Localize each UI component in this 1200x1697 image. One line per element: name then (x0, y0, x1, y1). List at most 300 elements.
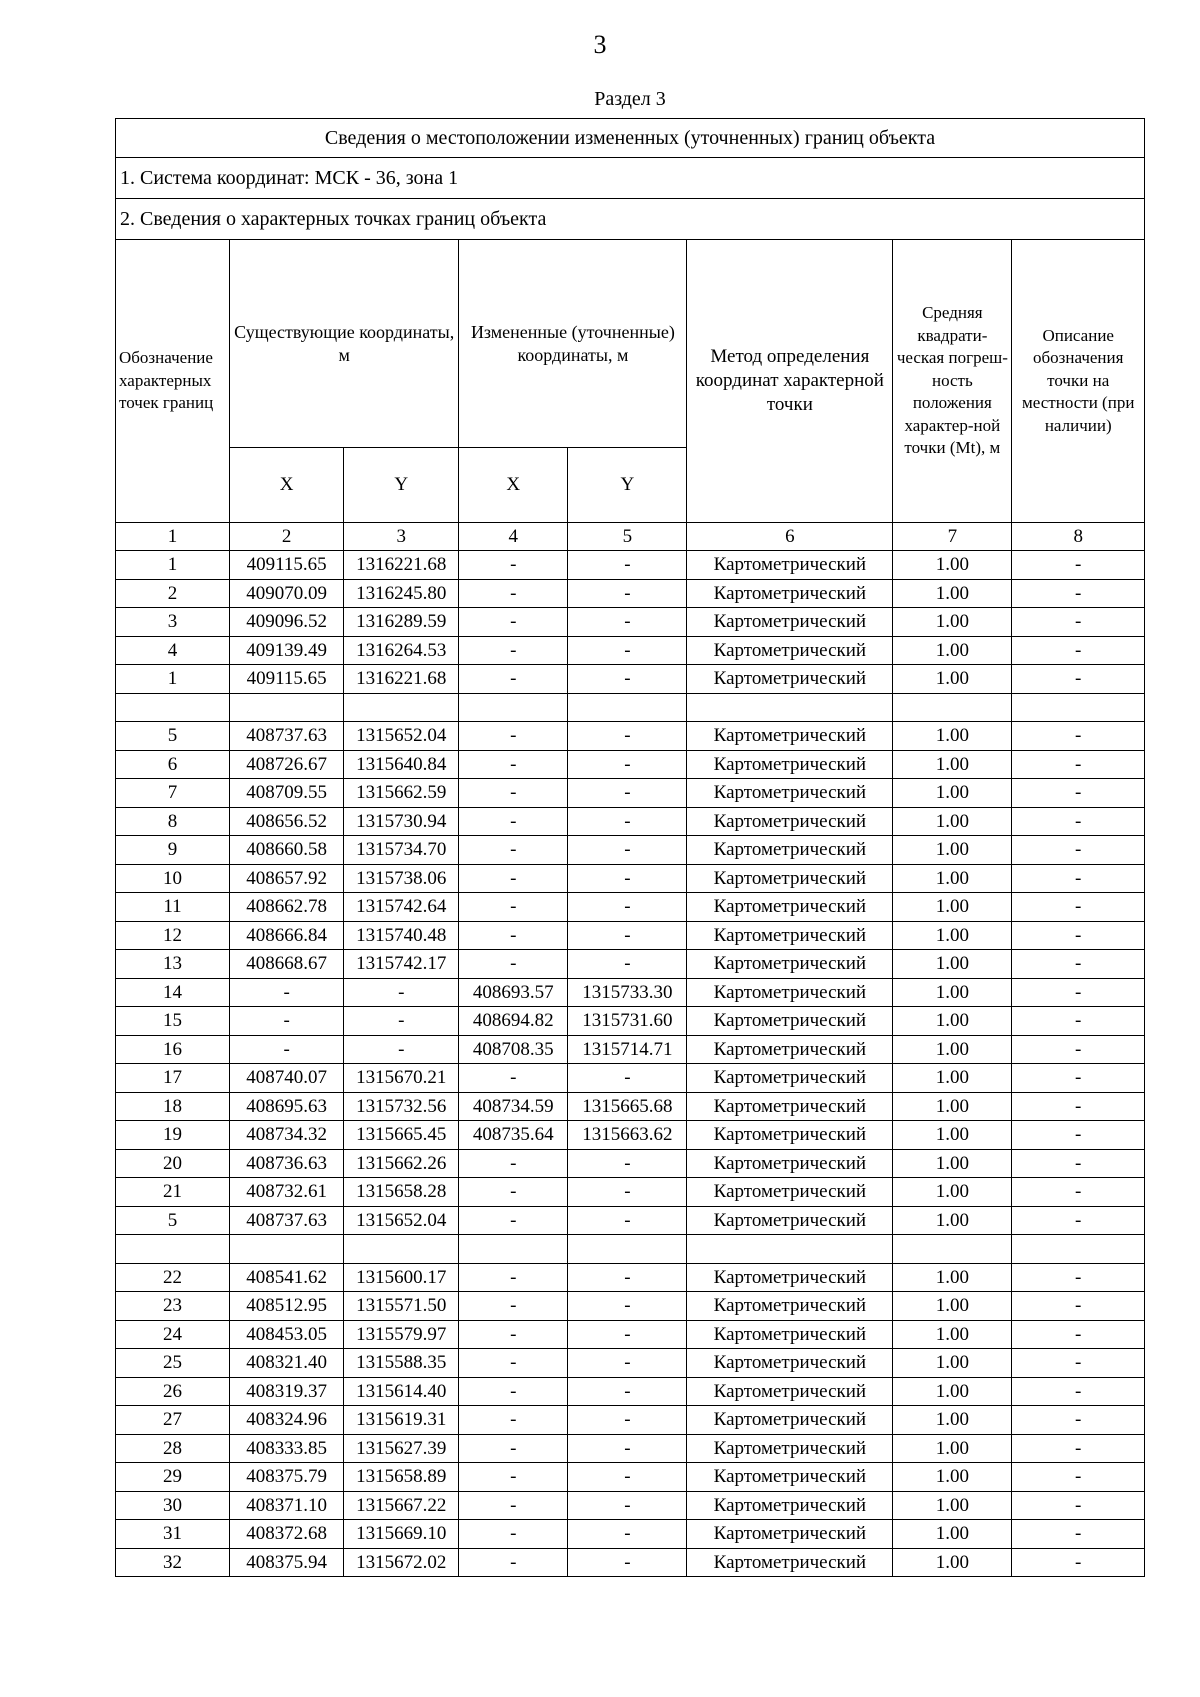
changed-x-cell: - (459, 1520, 568, 1549)
error-cell: 1.00 (893, 1520, 1012, 1549)
changed-y-cell: - (568, 1064, 687, 1093)
method-cell: Картометрический (687, 1320, 893, 1349)
table-row (116, 978, 1145, 1007)
changed-y-cell: 1315733.30 (568, 978, 687, 1007)
table-row (116, 722, 1145, 751)
description-cell: - (1012, 1406, 1145, 1435)
point-id-cell: 31 (116, 1520, 230, 1549)
description-cell: - (1012, 579, 1145, 608)
existing-x-cell: 408736.63 (230, 1149, 344, 1178)
existing-y-cell: 1315619.31 (344, 1406, 459, 1435)
table-row (116, 1178, 1145, 1207)
method-cell: Картометрический (687, 921, 893, 950)
changed-y-cell: - (568, 665, 687, 694)
table-row (116, 1548, 1145, 1577)
changed-x-cell: - (459, 1320, 568, 1349)
point-id-cell: 1 (116, 665, 230, 694)
table-row (116, 551, 1145, 580)
method-cell: Картометрический (687, 1463, 893, 1492)
description-cell: - (1012, 608, 1145, 637)
description-cell: - (1012, 1520, 1145, 1549)
existing-y-cell: 1315742.17 (344, 950, 459, 979)
method-cell: Картометрический (687, 836, 893, 865)
point-id-cell: 7 (116, 779, 230, 808)
changed-x-cell: - (459, 722, 568, 751)
description-cell: - (1012, 1178, 1145, 1207)
header-designation: Обозначение характерных точек границ (116, 240, 230, 523)
point-id-cell: 23 (116, 1292, 230, 1321)
point-id-cell: 14 (116, 978, 230, 1007)
method-cell: Картометрический (687, 1007, 893, 1036)
description-cell: - (1012, 1548, 1145, 1577)
description-cell: - (1012, 750, 1145, 779)
point-id-cell: 28 (116, 1434, 230, 1463)
changed-x-cell: - (459, 1292, 568, 1321)
changed-x-cell: - (459, 893, 568, 922)
existing-y-cell: 1315652.04 (344, 722, 459, 751)
column-number: 6 (687, 523, 893, 551)
existing-x-cell: 408324.96 (230, 1406, 344, 1435)
existing-x-cell: 408737.63 (230, 722, 344, 751)
point-id-cell: 4 (116, 636, 230, 665)
point-id-cell: 15 (116, 1007, 230, 1036)
changed-x-cell: - (459, 636, 568, 665)
error-cell: 1.00 (893, 864, 1012, 893)
existing-y-cell: 1315662.59 (344, 779, 459, 808)
point-id-cell: 5 (116, 722, 230, 751)
error-cell: 1.00 (893, 1491, 1012, 1520)
table-row (116, 1206, 1145, 1235)
header-changed-coords: Измененные (уточненные) координаты, м (459, 240, 687, 448)
point-id-cell (116, 693, 230, 722)
changed-y-cell (568, 1235, 687, 1264)
existing-x-cell: 408695.63 (230, 1092, 344, 1121)
changed-x-cell: - (459, 1064, 568, 1093)
error-cell: 1.00 (893, 551, 1012, 580)
error-cell: 1.00 (893, 1121, 1012, 1150)
existing-y-cell: 1315738.06 (344, 864, 459, 893)
table-row (116, 1149, 1145, 1178)
point-id-cell: 16 (116, 1035, 230, 1064)
changed-x-cell: - (459, 864, 568, 893)
changed-y-cell: 1315731.60 (568, 1007, 687, 1036)
description-cell: - (1012, 864, 1145, 893)
changed-x-cell (459, 1235, 568, 1264)
point-id-cell: 30 (116, 1491, 230, 1520)
column-number: 5 (568, 523, 687, 551)
changed-x-cell: - (459, 579, 568, 608)
table-row (116, 921, 1145, 950)
existing-x-cell: 409070.09 (230, 579, 344, 608)
table-title: Сведения о местоположении измененных (уточненных) границ объекта (116, 119, 1145, 158)
description-cell: - (1012, 893, 1145, 922)
changed-x-cell: - (459, 1178, 568, 1207)
changed-y-cell: - (568, 921, 687, 950)
error-cell: 1.00 (893, 950, 1012, 979)
error-cell: 1.00 (893, 807, 1012, 836)
changed-y-cell: - (568, 893, 687, 922)
changed-x-cell: - (459, 551, 568, 580)
changed-y-cell: - (568, 636, 687, 665)
point-id-cell: 26 (116, 1377, 230, 1406)
existing-x-cell: 408732.61 (230, 1178, 344, 1207)
existing-y-cell (344, 1235, 459, 1264)
header-method: Метод определения координат характерной точки (687, 240, 893, 523)
error-cell: 1.00 (893, 1377, 1012, 1406)
changed-y-cell: - (568, 1377, 687, 1406)
point-id-cell: 11 (116, 893, 230, 922)
existing-y-cell: 1315627.39 (344, 1434, 459, 1463)
existing-y-cell: 1315658.89 (344, 1463, 459, 1492)
point-id-cell: 8 (116, 807, 230, 836)
point-id-cell: 9 (116, 836, 230, 865)
existing-x-cell: 408372.68 (230, 1520, 344, 1549)
changed-y-cell: - (568, 836, 687, 865)
table-row (116, 608, 1145, 637)
method-cell: Картометрический (687, 665, 893, 694)
existing-x-cell (230, 1235, 344, 1264)
description-cell: - (1012, 1434, 1145, 1463)
point-id-cell: 19 (116, 1121, 230, 1150)
existing-y-cell: 1316264.53 (344, 636, 459, 665)
method-cell: Картометрический (687, 1520, 893, 1549)
error-cell: 1.00 (893, 779, 1012, 808)
error-cell: 1.00 (893, 836, 1012, 865)
error-cell: 1.00 (893, 1349, 1012, 1378)
existing-y-cell: 1315734.70 (344, 836, 459, 865)
changed-y-cell: - (568, 1149, 687, 1178)
point-id-cell: 20 (116, 1149, 230, 1178)
table-row (116, 807, 1145, 836)
error-cell: 1.00 (893, 893, 1012, 922)
method-cell: Картометрический (687, 1178, 893, 1207)
column-number: 8 (1012, 523, 1145, 551)
changed-y-cell: - (568, 1463, 687, 1492)
existing-x-cell: 408371.10 (230, 1491, 344, 1520)
changed-x-cell: - (459, 1491, 568, 1520)
table-row (116, 1320, 1145, 1349)
changed-x-cell: - (459, 1377, 568, 1406)
column-number: 3 (344, 523, 459, 551)
existing-x-cell (230, 693, 344, 722)
points-heading: 2. Сведения о характерных точках границ объекта (116, 199, 1145, 240)
description-cell: - (1012, 1292, 1145, 1321)
point-id-cell: 25 (116, 1349, 230, 1378)
existing-x-cell: 409139.49 (230, 636, 344, 665)
page-number: 3 (593, 30, 607, 59)
changed-x-cell: - (459, 1406, 568, 1435)
table-row (116, 1377, 1145, 1406)
header-existing-y: Y (344, 448, 459, 523)
error-cell: 1.00 (893, 1263, 1012, 1292)
error-cell: 1.00 (893, 921, 1012, 950)
existing-x-cell: 408656.52 (230, 807, 344, 836)
existing-y-cell: - (344, 1035, 459, 1064)
boundary-points-table (115, 118, 1145, 1577)
table-row (116, 1463, 1145, 1492)
existing-x-cell: 408737.63 (230, 1206, 344, 1235)
changed-x-cell: 408734.59 (459, 1092, 568, 1121)
error-cell: 1.00 (893, 636, 1012, 665)
existing-y-cell: 1315732.56 (344, 1092, 459, 1121)
description-cell: - (1012, 1491, 1145, 1520)
table-row (116, 1007, 1145, 1036)
description-cell: - (1012, 921, 1145, 950)
method-cell: Картометрический (687, 1491, 893, 1520)
description-cell: - (1012, 1320, 1145, 1349)
method-cell: Картометрический (687, 1121, 893, 1150)
error-cell: 1.00 (893, 1406, 1012, 1435)
error-cell: 1.00 (893, 665, 1012, 694)
description-cell: - (1012, 636, 1145, 665)
description-cell: - (1012, 1121, 1145, 1150)
changed-x-cell: 408693.57 (459, 978, 568, 1007)
existing-x-cell: 408333.85 (230, 1434, 344, 1463)
existing-y-cell: 1315588.35 (344, 1349, 459, 1378)
changed-y-cell: - (568, 1178, 687, 1207)
description-cell: - (1012, 1007, 1145, 1036)
table-row (116, 1035, 1145, 1064)
method-cell: Картометрический (687, 1548, 893, 1577)
existing-y-cell: 1316245.80 (344, 579, 459, 608)
existing-x-cell: 408541.62 (230, 1263, 344, 1292)
existing-y-cell (344, 693, 459, 722)
table-row (116, 1263, 1145, 1292)
changed-y-cell: - (568, 1434, 687, 1463)
point-id-cell: 6 (116, 750, 230, 779)
separator-row (116, 693, 1145, 722)
changed-y-cell: 1315714.71 (568, 1035, 687, 1064)
existing-x-cell: - (230, 978, 344, 1007)
existing-y-cell: 1315670.21 (344, 1064, 459, 1093)
column-number: 4 (459, 523, 568, 551)
changed-x-cell: - (459, 1349, 568, 1378)
method-cell: Картометрический (687, 722, 893, 751)
table-row (116, 636, 1145, 665)
point-id-cell: 2 (116, 579, 230, 608)
error-cell: 1.00 (893, 1092, 1012, 1121)
table-row (116, 893, 1145, 922)
existing-y-cell: 1315600.17 (344, 1263, 459, 1292)
column-number: 2 (230, 523, 344, 551)
description-cell: - (1012, 1349, 1145, 1378)
table-row (116, 1491, 1145, 1520)
table-row (116, 1434, 1145, 1463)
existing-y-cell: 1315665.45 (344, 1121, 459, 1150)
changed-y-cell: - (568, 608, 687, 637)
error-cell: 1.00 (893, 750, 1012, 779)
changed-y-cell: 1315663.62 (568, 1121, 687, 1150)
error-cell: 1.00 (893, 579, 1012, 608)
table-row (116, 1064, 1145, 1093)
changed-x-cell: - (459, 1434, 568, 1463)
existing-y-cell: - (344, 978, 459, 1007)
column-number: 1 (116, 523, 230, 551)
method-cell: Картометрический (687, 1406, 893, 1435)
header-existing-x: X (230, 448, 344, 523)
point-id-cell: 3 (116, 608, 230, 637)
existing-x-cell: 408375.94 (230, 1548, 344, 1577)
error-cell: 1.00 (893, 1149, 1012, 1178)
header-changed-y: Y (568, 448, 687, 523)
method-cell: Картометрический (687, 1092, 893, 1121)
existing-x-cell: 408740.07 (230, 1064, 344, 1093)
point-id-cell: 10 (116, 864, 230, 893)
changed-x-cell: - (459, 665, 568, 694)
existing-x-cell: 408660.58 (230, 836, 344, 865)
description-cell (1012, 1235, 1145, 1264)
method-cell: Картометрический (687, 1349, 893, 1378)
existing-y-cell: 1315740.48 (344, 921, 459, 950)
existing-y-cell: 1316221.68 (344, 551, 459, 580)
existing-y-cell: 1316289.59 (344, 608, 459, 637)
description-cell: - (1012, 1206, 1145, 1235)
changed-y-cell: - (568, 1548, 687, 1577)
changed-y-cell: 1315665.68 (568, 1092, 687, 1121)
method-cell: Картометрический (687, 893, 893, 922)
changed-x-cell: - (459, 807, 568, 836)
existing-y-cell: 1315658.28 (344, 1178, 459, 1207)
existing-x-cell: - (230, 1035, 344, 1064)
existing-x-cell: 409115.65 (230, 665, 344, 694)
changed-y-cell: - (568, 1292, 687, 1321)
method-cell (687, 693, 893, 722)
method-cell: Картометрический (687, 750, 893, 779)
changed-y-cell: - (568, 1349, 687, 1378)
existing-y-cell: - (344, 1007, 459, 1036)
existing-x-cell: 408321.40 (230, 1349, 344, 1378)
section-label: Раздел 3 (594, 88, 666, 110)
changed-x-cell (459, 693, 568, 722)
error-cell: 1.00 (893, 1548, 1012, 1577)
table-row (116, 1092, 1145, 1121)
table-row (116, 1406, 1145, 1435)
changed-x-cell: - (459, 950, 568, 979)
table-row (116, 779, 1145, 808)
table-row (116, 1349, 1145, 1378)
point-id-cell: 27 (116, 1406, 230, 1435)
changed-x-cell: 408708.35 (459, 1035, 568, 1064)
table-row (116, 1121, 1145, 1150)
changed-y-cell: - (568, 1520, 687, 1549)
method-cell: Картометрический (687, 636, 893, 665)
method-cell: Картометрический (687, 864, 893, 893)
changed-y-cell: - (568, 579, 687, 608)
changed-y-cell: - (568, 1206, 687, 1235)
existing-y-cell: 1315579.97 (344, 1320, 459, 1349)
table-row (116, 750, 1145, 779)
existing-x-cell: 408668.67 (230, 950, 344, 979)
table-row (116, 665, 1145, 694)
method-cell: Картометрический (687, 1149, 893, 1178)
changed-y-cell: - (568, 779, 687, 808)
existing-y-cell: 1315730.94 (344, 807, 459, 836)
column-number: 7 (893, 523, 1012, 551)
point-id-cell: 32 (116, 1548, 230, 1577)
method-cell: Картометрический (687, 579, 893, 608)
existing-x-cell: 408319.37 (230, 1377, 344, 1406)
method-cell: Картометрический (687, 1064, 893, 1093)
description-cell: - (1012, 665, 1145, 694)
description-cell: - (1012, 836, 1145, 865)
header-description: Описание обозначения точки на местности (при наличии) (1012, 240, 1145, 523)
coordinate-system: 1. Система координат: МСК - 36, зона 1 (116, 158, 1145, 199)
existing-x-cell: 408734.32 (230, 1121, 344, 1150)
point-id-cell: 12 (116, 921, 230, 950)
description-cell: - (1012, 978, 1145, 1007)
changed-x-cell: - (459, 1149, 568, 1178)
existing-y-cell: 1315640.84 (344, 750, 459, 779)
point-id-cell: 13 (116, 950, 230, 979)
changed-x-cell: - (459, 1548, 568, 1577)
existing-y-cell: 1315742.64 (344, 893, 459, 922)
method-cell (687, 1235, 893, 1264)
error-cell: 1.00 (893, 722, 1012, 751)
method-cell: Картометрический (687, 551, 893, 580)
error-cell: 1.00 (893, 1320, 1012, 1349)
existing-y-cell: 1316221.68 (344, 665, 459, 694)
existing-x-cell: 408453.05 (230, 1320, 344, 1349)
description-cell: - (1012, 950, 1145, 979)
table-row (116, 1520, 1145, 1549)
point-id-cell: 29 (116, 1463, 230, 1492)
method-cell: Картометрический (687, 1292, 893, 1321)
method-cell: Картометрический (687, 978, 893, 1007)
description-cell: - (1012, 807, 1145, 836)
method-cell: Картометрический (687, 1434, 893, 1463)
changed-y-cell: - (568, 750, 687, 779)
existing-y-cell: 1315667.22 (344, 1491, 459, 1520)
table-row (116, 864, 1145, 893)
changed-y-cell: - (568, 1491, 687, 1520)
description-cell: - (1012, 1263, 1145, 1292)
point-id-cell: 17 (116, 1064, 230, 1093)
point-id-cell: 1 (116, 551, 230, 580)
changed-y-cell (568, 693, 687, 722)
description-cell: - (1012, 551, 1145, 580)
method-cell: Картометрический (687, 1377, 893, 1406)
error-cell: 1.00 (893, 1007, 1012, 1036)
changed-y-cell: - (568, 551, 687, 580)
existing-x-cell: 408662.78 (230, 893, 344, 922)
existing-x-cell: 408709.55 (230, 779, 344, 808)
changed-x-cell: 408735.64 (459, 1121, 568, 1150)
description-cell: - (1012, 1064, 1145, 1093)
method-cell: Картометрический (687, 779, 893, 808)
separator-row (116, 1235, 1145, 1264)
description-cell: - (1012, 722, 1145, 751)
changed-x-cell: - (459, 1206, 568, 1235)
method-cell: Картометрический (687, 1035, 893, 1064)
point-id-cell: 5 (116, 1206, 230, 1235)
header-error: Средняя квадрати-ческая погреш-ность положения характер-ной точки (Mt), м (893, 240, 1012, 523)
error-cell: 1.00 (893, 978, 1012, 1007)
changed-y-cell: - (568, 807, 687, 836)
point-id-cell: 24 (116, 1320, 230, 1349)
existing-x-cell: 408375.79 (230, 1463, 344, 1492)
changed-y-cell: - (568, 1320, 687, 1349)
error-cell: 1.00 (893, 1434, 1012, 1463)
changed-y-cell: - (568, 950, 687, 979)
method-cell: Картометрический (687, 1206, 893, 1235)
error-cell: 1.00 (893, 1292, 1012, 1321)
description-cell (1012, 693, 1145, 722)
point-id-cell: 18 (116, 1092, 230, 1121)
error-cell (893, 1235, 1012, 1264)
table-row (116, 579, 1145, 608)
existing-y-cell: 1315669.10 (344, 1520, 459, 1549)
error-cell: 1.00 (893, 608, 1012, 637)
